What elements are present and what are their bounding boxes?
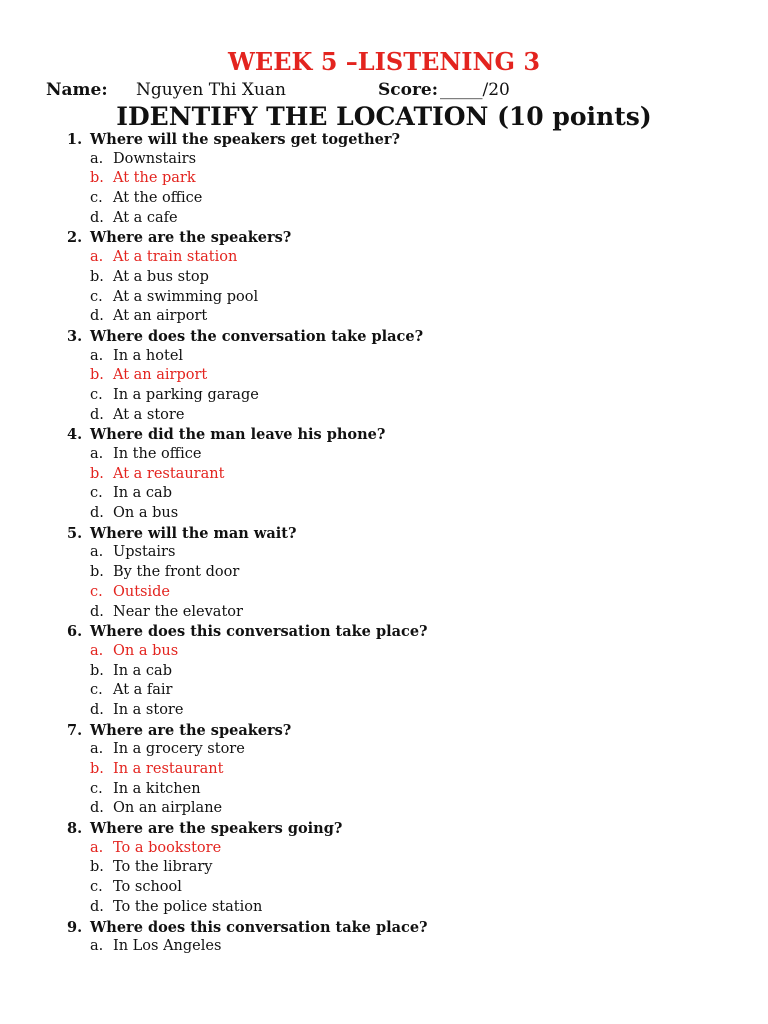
question-3 [0,327,768,347]
option-letter: a. [90,544,104,561]
option-text: On an airplane [113,800,223,817]
option-letter: b. [90,465,104,482]
name-score-row [0,79,768,101]
option-letter: a. [90,446,104,462]
option-text: In a cab [113,662,172,679]
option-letter: b. [90,761,104,777]
option-letter: a. [90,938,104,955]
option-letter: d. [90,800,104,817]
question-number: 9. [67,918,83,936]
option-text: In Los Angeles [113,938,222,955]
question-text: Where did the man leave his phone? [90,426,386,444]
answer-option [0,740,768,760]
option-text: In a parking garage [113,386,259,403]
question-text: Where are the speakers? [90,229,292,247]
option-text: In a kitchen [113,780,201,797]
option-text: In a hotel [113,347,184,364]
option-text: At a fair [113,682,173,699]
option-text: To school [113,879,182,896]
answer-option [0,150,768,170]
answer-option [0,701,768,721]
answer-option [0,288,768,308]
option-letter: b. [90,662,104,679]
question-9 [0,918,768,938]
answer-option [0,603,768,623]
answer-option [0,681,768,701]
option-letter: a. [90,839,104,856]
option-letter: c. [90,682,103,699]
option-text: On a bus [113,505,179,522]
answer-option [0,858,768,878]
answer-option [0,307,768,327]
question-number: 5. [67,524,83,542]
option-letter: a. [90,347,104,364]
option-text: At a swimming pool [113,288,259,305]
option-letter: d. [90,505,104,522]
question-4 [0,425,768,445]
option-text: In a restaurant [113,761,224,777]
option-letter: b. [90,268,104,285]
answer-option-selected [0,642,768,662]
option-text: On a bus [113,642,179,659]
option-letter: b. [90,564,104,581]
question-1 [0,130,768,150]
question-2 [0,228,768,248]
option-text: At a restaurant [113,465,225,482]
answer-option [0,189,768,209]
question-8 [0,819,768,839]
option-letter: c. [90,386,103,403]
answer-option [0,484,768,504]
option-letter: d. [90,406,104,423]
option-letter: c. [90,879,103,896]
option-text: At the office [113,190,203,207]
option-text: At a store [113,406,185,423]
answer-option [0,268,768,288]
score-value: _____/20 [440,80,510,100]
answer-option [0,406,768,426]
option-text: Downstairs [113,150,197,167]
option-text: By the front door [113,564,240,581]
answer-option-selected [0,366,768,386]
option-letter: b. [90,367,104,384]
question-text: Where will the man wait? [90,524,297,542]
answer-option [0,898,768,918]
answer-option [0,209,768,229]
answer-option [0,543,768,563]
option-text: At a cafe [113,209,178,226]
option-letter: c. [90,583,103,600]
option-letter: b. [90,170,104,187]
answer-option [0,799,768,819]
answer-option [0,937,768,957]
question-number: 2. [67,229,83,247]
option-text: In a store [113,701,184,718]
option-text: In a grocery store [113,741,245,758]
option-text: To the police station [113,898,263,915]
question-number: 8. [67,820,83,838]
question-number: 1. [67,131,83,148]
answer-option [0,563,768,583]
question-number: 3. [67,327,83,345]
question-text: Where does the conversation take place? [90,327,424,345]
question-text: Where are the speakers going? [90,820,343,838]
option-text: At the park [113,170,196,187]
answer-option [0,878,768,898]
question-5 [0,524,768,544]
question-6 [0,622,768,642]
option-text: At an airport [113,367,208,384]
option-text: Upstairs [113,544,176,561]
answer-option [0,386,768,406]
option-text: In the office [113,446,202,462]
worksheet-title: WEEK 5 –LISTENING 3 [227,47,541,76]
name-label: Name: [46,80,108,100]
section-title: IDENTIFY THE LOCATION (10 points) [116,102,652,131]
answer-option [0,780,768,800]
answer-option [0,662,768,682]
option-letter: c. [90,288,103,305]
question-list [0,130,768,957]
option-letter: d. [90,701,104,718]
option-letter: c. [90,780,103,797]
option-letter: d. [90,209,104,226]
answer-option [0,445,768,465]
option-letter: a. [90,741,104,758]
answer-option-selected [0,248,768,268]
question-7 [0,721,768,741]
answer-option-selected [0,583,768,603]
option-text: To a bookstore [113,839,222,856]
option-letter: a. [90,642,104,659]
option-text: To the library [113,859,213,876]
question-text: Where will the speakers get together? [90,131,401,148]
option-letter: b. [90,859,104,876]
option-letter: c. [90,485,103,502]
option-text: Near the elevator [113,603,243,620]
answer-option [0,504,768,524]
answer-option-selected [0,465,768,485]
question-number: 6. [67,623,83,641]
answer-option-selected [0,839,768,859]
option-text: At a bus stop [113,268,209,285]
question-text: Where does this conversation take place? [90,918,428,936]
option-letter: a. [90,249,104,266]
option-letter: d. [90,898,104,915]
answer-option [0,347,768,367]
score-label: Score: [378,80,439,100]
option-text: At a train station [113,249,238,266]
question-text: Where does this conversation take place? [90,623,428,641]
question-number: 7. [67,721,83,739]
option-text: In a cab [113,485,172,502]
option-text: At an airport [113,308,208,325]
name-value: Nguyen Thi Xuan [136,80,286,100]
option-letter: d. [90,308,104,325]
question-number: 4. [67,426,83,444]
question-text: Where are the speakers? [90,721,292,739]
option-letter: c. [90,190,103,207]
option-letter: a. [90,150,104,167]
answer-option-selected [0,169,768,189]
option-text: Outside [113,583,170,600]
option-letter: d. [90,603,104,620]
answer-option-selected [0,760,768,780]
